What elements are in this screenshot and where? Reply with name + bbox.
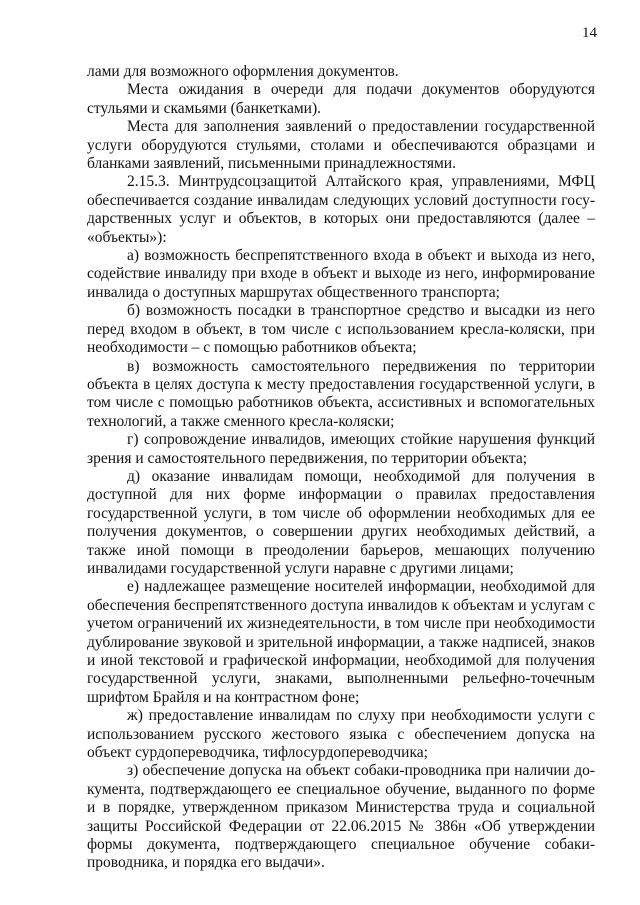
page-number: 14 xyxy=(582,25,597,41)
list-item-d: д) оказание инвалидам помощи, необходимой для получения в доступной для них форме информации о правилах предоставления государственной услуги, в том числе об оформлении необходимых для ее получения документов, о совершении других необходимых действий, а также иной помощи в преодолении барьеров, мешающих получению инвалидами государственной услуги наравне с другими лицами; xyxy=(87,467,595,577)
list-item-b: б) возможность посадки в транспортное средство и высадки из него перед входом в объект, в том числе с использованием кресла-коляски, при необходимости – с помощью работников объекта; xyxy=(87,302,595,357)
paragraph-continuation: лами для возможного оформления документов. xyxy=(87,63,399,80)
list-item-zh: ж) предоставление инвалидам по слуху при необходимости услуги с использованием русского жестового языка с обеспечением допуска на объект сурдопереводчика, тифлосурдопереводчика; xyxy=(87,707,595,762)
paragraph-application-places: Места для заполнения заявлений о предоставлении государственной услуги оборудуются стульями, столами и обеспечиваются образцами и бланками заявлений, письменными принадлежностями. xyxy=(87,118,595,173)
list-item-z: з) обеспечение допуска на объект собаки-проводника при наличии документа, подтверждающего ее специальное обучение, выданного по форме и в порядке, утвержденном приказом Министерства труда и социальной защиты Российской Федерации от 22.06.2015 № 386н «Об утверждении формы документа, подтверждающего специальное обучение собаки-проводника, и порядка его выдачи». xyxy=(87,762,595,872)
document-body xyxy=(87,63,595,873)
list-item-e: е) надлежащее размещение носителей информации, необходимой для обеспечения беспрепятственного доступа инвалидов к объектам и услугам с учетом ограничений их жизнедеятельности, в том числе при необходимости дублирование звуковой и зрительной информации, а также надписей, знаков и иной текстовой и графической информации, необходимой для получения государственной услуги, знаками, выполненными рельефно-точечным шрифтом Брайля и на контрастном фоне; xyxy=(87,578,595,706)
paragraph-waiting-places: Места ожидания в очереди для подачи документов оборудуются стульями и скамьями (банкетками). xyxy=(87,81,595,117)
paragraph-section-2-15-3: 2.15.3. Минтрудсоцзащитой Алтайского края, управлениями, МФЦ обеспечивается создание инвалидам следующих условий доступности государственных услуг и объектов, в которых они предоставляются (далее – «объекты»): xyxy=(87,173,595,246)
list-item-v: в) возможность самостоятельного передвижения по территории объекта в целях доступа к месту предоставления государственной услуги, в том числе с помощью работников объекта, ассистивных и вспомогательных технологий, а также сменного кресла-коляски; xyxy=(87,357,595,430)
list-item-a: а) возможность беспрепятственного входа в объект и выхода из него, содействие инвалиду при входе в объект и выходе из него, информирование инвалида о доступных маршрутах общественного транспорта; xyxy=(87,247,595,301)
list-item-g: г) сопровождение инвалидов, имеющих стойкие нарушения функций зрения и самостоятельного передвижения, по территории объекта; xyxy=(87,431,595,467)
